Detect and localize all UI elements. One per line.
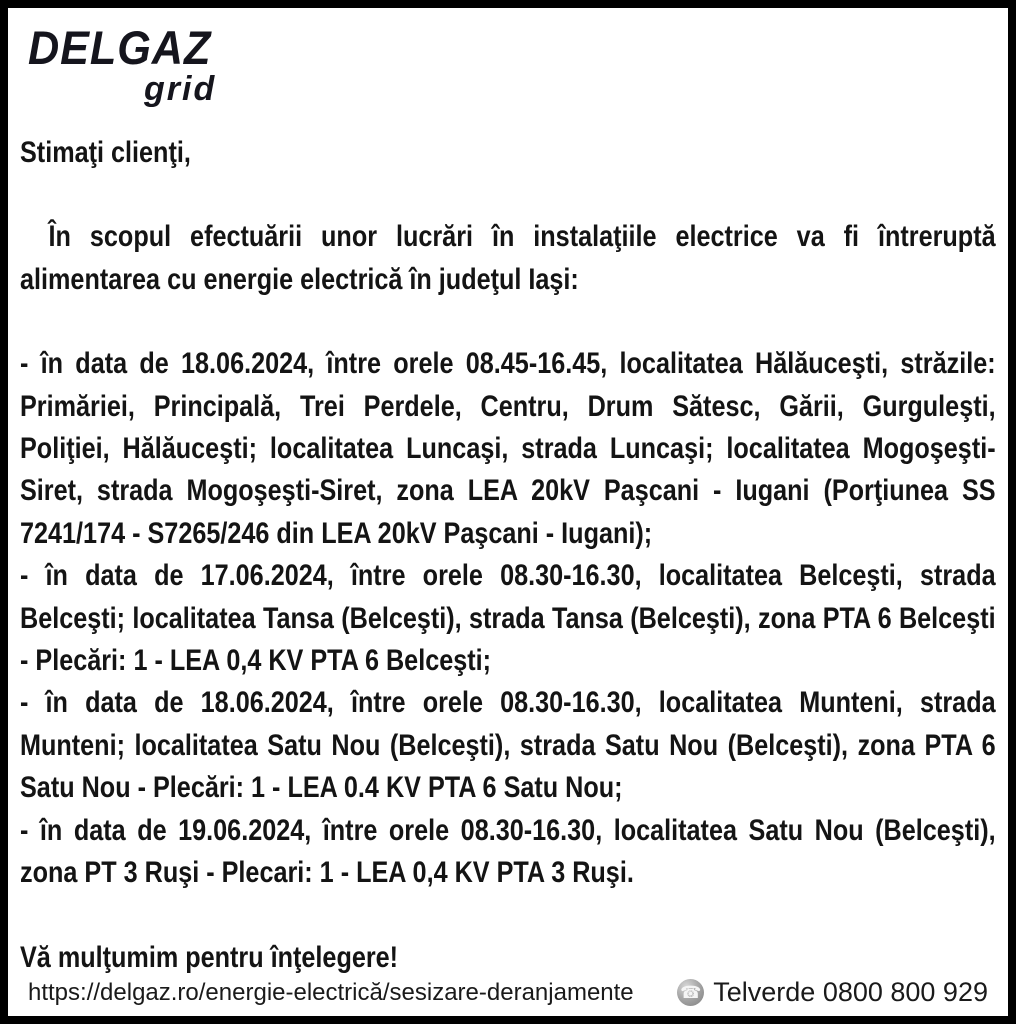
outage-item-2: - în data de 17.06.2024, între orele 08.30-16.30, localitatea Belceşti, strada Belceşti; localitatea Tansa (Belceşti), strada Tansa (Belceşti), zona PTA 6 Belceşti - Plecări: 1 - LEA 0,4 KV PTA 6 Belceşti; <box>20 559 996 678</box>
telephone-icon: ☎ <box>677 979 704 1006</box>
intro-paragraph: În scopul efectuării unor lucrări în instalaţiile electrice va fi întreruptă alimentarea cu energie electrică în judeţul Iaşi: <box>20 220 996 296</box>
greeting-text: Stimaţi clienţi, <box>20 136 191 169</box>
outage-item-4: - în data de 19.06.2024, între orele 08.30-16.30, localitatea Satu Nou (Belceşti), zona PT 3 Ruşi - Plecari: 1 - LEA 0,4 KV PTA 3 Ruşi. <box>20 813 996 890</box>
notice-body <box>20 132 996 979</box>
logo-brand-text: DELGAZ <box>28 21 212 74</box>
footer-bar <box>28 977 988 1008</box>
closing-text: Vă mulţumim pentru înţelegere! <box>20 940 399 974</box>
delgaz-grid-logo <box>28 21 996 108</box>
outage-item-1: - în data de 18.06.2024, între orele 08.45-16.45, localitatea Hălăuceşti, străzile: Primăriei, Principală, Trei Perdele, Centru, Drum Sătesc, Gării, Gurguleşti, Poliţiei, Hălăuceşti; localitatea Luncaşi, strada Luncaşi; localitatea Mogoşeşti-Siret, strada Mogoşeşti-Siret, zona LEA 20kV Paşcani - Iugani (Porţiunea SS 7241/174 - S7265/246 din LEA 20kV Paşcani - Iugani); <box>20 347 996 550</box>
complaints-url: https://delgaz.ro/energie-electrică/sesizare-deranjamente <box>28 978 634 1006</box>
logo-subbrand-text: grid <box>144 70 217 108</box>
outage-item-3: - în data de 18.06.2024, între orele 08.30-16.30, localitatea Munteni, strada Munteni; localitatea Satu Nou (Belceşti), strada Satu Nou (Belceşti), zona PTA 6 Satu Nou - Plecări: 1 - LEA 0.4 KV PTA 6 Satu Nou; <box>20 686 996 805</box>
phone-number-label: Telverde 0800 800 929 <box>713 977 988 1007</box>
outage-list <box>20 343 996 894</box>
phone-contact <box>677 977 988 1008</box>
